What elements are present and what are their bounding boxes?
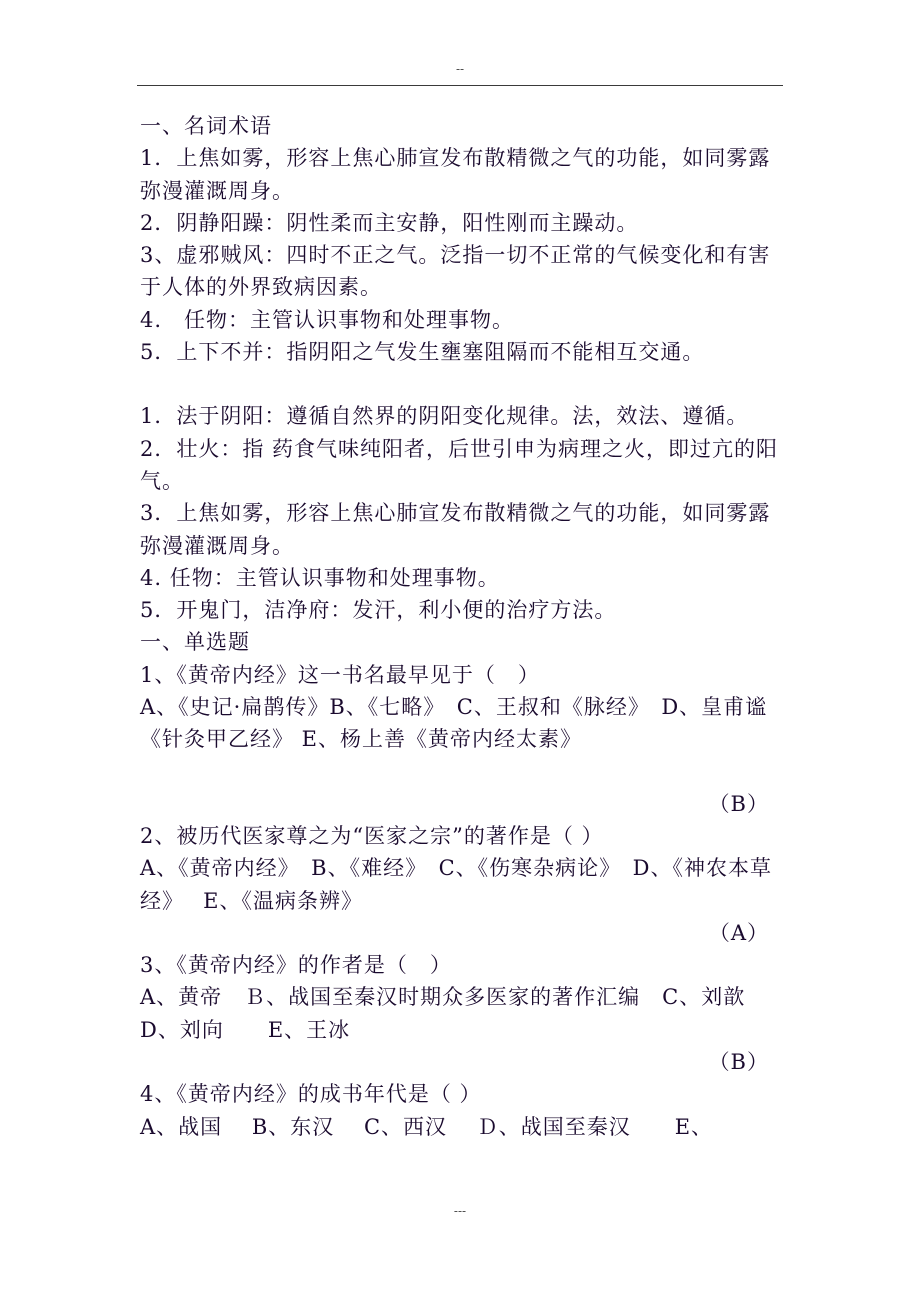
term-item: 1．上焦如雾，形容上焦心肺宣发布散精微之气的功能，如同雾露弥漫灌溉周身。	[140, 146, 771, 203]
term-item: 4. 任物：主管认识事物和处理事物。	[140, 307, 515, 332]
header-rule	[137, 85, 783, 86]
question-answer: （A）	[708, 920, 769, 945]
question-answer: （B）	[708, 1050, 769, 1075]
question-options: A、黄帝 Ｂ、战国至秦汉时期众多医家的著作汇编 C、刘歆 D、刘向 E、王冰	[140, 985, 775, 1042]
blank-line	[140, 756, 783, 788]
blank-line	[140, 368, 783, 400]
question-answer: （B）	[708, 791, 769, 816]
section-heading-mcq: 一、单选题	[140, 630, 250, 655]
term-item: 5．开鬼门，洁净府：发汗，利小便的治疗方法。	[140, 598, 617, 623]
section-heading-terms: 一、名词术语	[140, 114, 272, 138]
question-stem: 4、《黄帝内经》的成书年代是（ ）	[140, 1082, 482, 1107]
question-options: A、《黄帝内经》 B、《难经》 C、《伤寒杂病论》 D、《神农本草经》 E、《温病条辨》	[140, 856, 772, 913]
document-body	[140, 110, 783, 1143]
term-item: 3．上焦如雾，形容上焦心肺宣发布散精微之气的功能，如同雾露弥漫灌溉周身。	[140, 501, 771, 558]
question-options: A、战国 B、东汉 C、西汉 Ｄ、战国至秦汉 E、	[140, 1114, 714, 1139]
term-item: 1．法于阴阳：遵循自然界的阴阳变化规律。法，效法、遵循。	[140, 404, 749, 429]
question-stem: 1、《黄帝内经》这一书名最早见于（ ）	[140, 662, 540, 687]
term-item: 2．阴静阳躁：阴性柔而主安静，阳性刚而主躁动。	[140, 210, 639, 235]
question-stem: 3、《黄帝内经》的作者是（ ）	[140, 953, 452, 978]
term-item: 3、虚邪贼风：四时不正之气。泛指一切不正常的气候变化和有害于人体的外界致病因素。	[140, 243, 771, 300]
term-item: 4. 任物：主管认识事物和处理事物。	[140, 565, 500, 590]
question-stem: 2、被历代医家尊之为“医家之宗”的著作是（ ）	[140, 823, 604, 848]
term-item: 2．壮火：指 药食气味纯阳者，后世引申为病理之火，即过亢的阳气。	[140, 436, 779, 493]
question-options: A、《史记·扁鹊传》B、《七略》 C、王叔和《脉经》 D、皇甫谧《针灸甲乙经》 E、杨上善《黄帝内经太素》	[140, 695, 768, 752]
term-item: 5．上下不并：指阴阳之气发生壅塞阻隔而不能相互交通。	[140, 340, 705, 365]
header-mark: --	[455, 62, 465, 76]
footer-mark: ---	[453, 1204, 467, 1218]
